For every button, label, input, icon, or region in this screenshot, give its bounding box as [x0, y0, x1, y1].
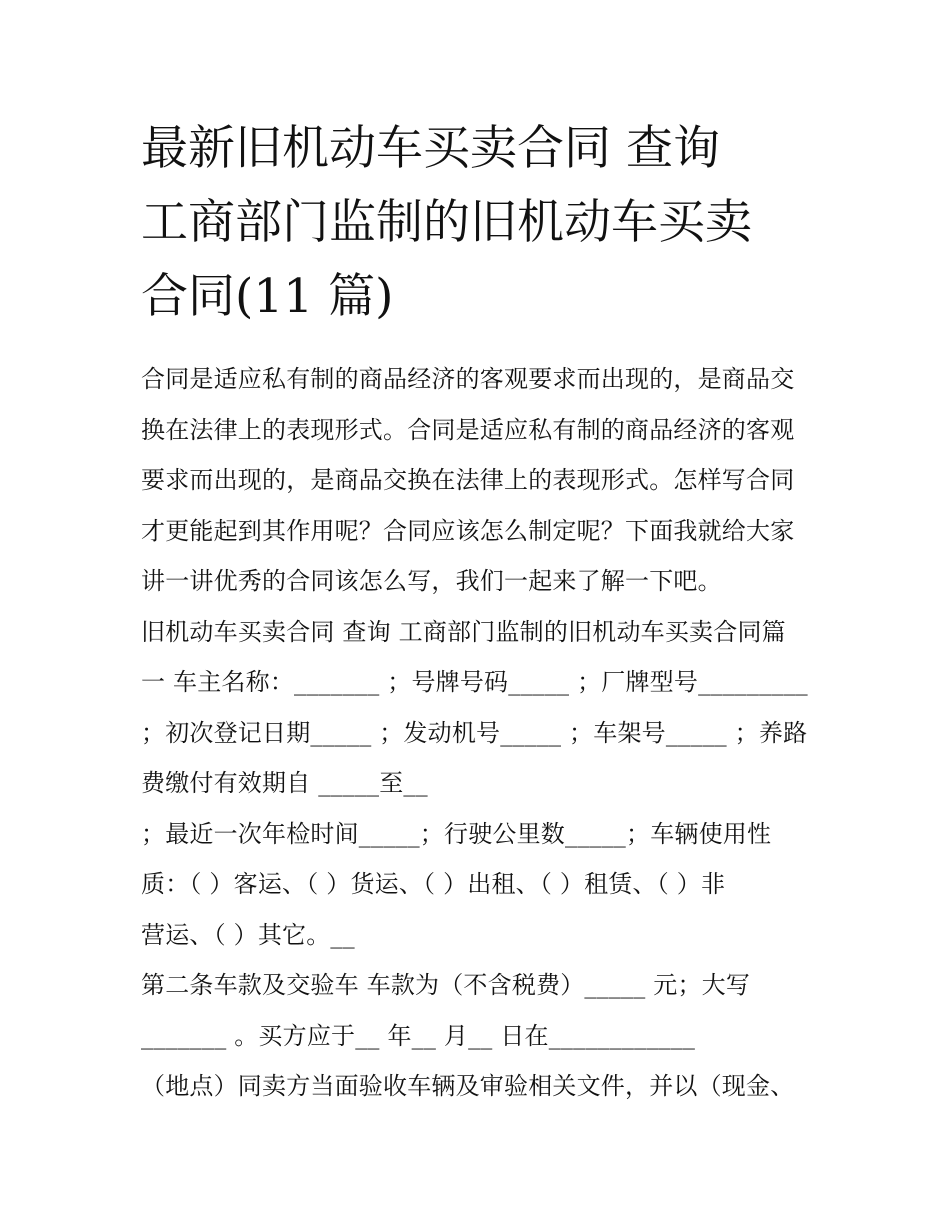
title-line: 最新旧机动车买卖合同 查询 [141, 121, 720, 176]
body-line: 旧机动车买卖合同 查询 工商部门监制的旧机动车买卖合同篇 [141, 617, 786, 646]
body-line: 合同是适应私有制的商品经济的客观要求而出现的，是商品交 [141, 365, 795, 393]
body-line: _______ 。买方应于__ 年__ 月__ 日在____________ [141, 1021, 696, 1050]
body-line: 费缴付有效期自 _____至__ [141, 769, 428, 797]
body-line: （地点）同卖方当面验收车辆及审验相关文件，并以（现金、 [141, 1072, 795, 1100]
body-line: ；最近一次年检时间_____；行驶公里数_____；车辆使用性 [141, 819, 772, 848]
document-title [141, 112, 821, 334]
body-line: 换在法律上的表现形式。合同是适应私有制的商品经济的客观 [141, 415, 795, 444]
body-line: 才更能起到其作用呢？合同应该怎么制定呢？下面我就给大家 [141, 516, 795, 545]
document-body [141, 354, 821, 1112]
body-line: 营运、（ ）其它。__ [141, 920, 355, 949]
body-line: 第二条车款及交验车 车款为（不含税费）_____ 元；大写 [141, 971, 751, 999]
body-line: 质：（ ）客运、（ ）货运、（ ）出租、（ ）租赁、（ ）非 [141, 870, 726, 898]
title-line: 合同(11 篇) [141, 269, 394, 324]
body-line: 一 车主名称：_______ ；号牌号码_____ ；厂牌型号_________ [141, 668, 808, 696]
body-line: 讲一讲优秀的合同该怎么写，我们一起来了解一下吧。 [141, 567, 722, 595]
body-line: ；初次登记日期_____ ；发动机号_____ ；车架号_____ ；养路 [141, 718, 808, 747]
title-line: 工商部门监制的旧机动车买卖 [141, 195, 752, 250]
body-line: 要求而出现的，是商品交换在法律上的表现形式。怎样写合同 [141, 466, 795, 494]
